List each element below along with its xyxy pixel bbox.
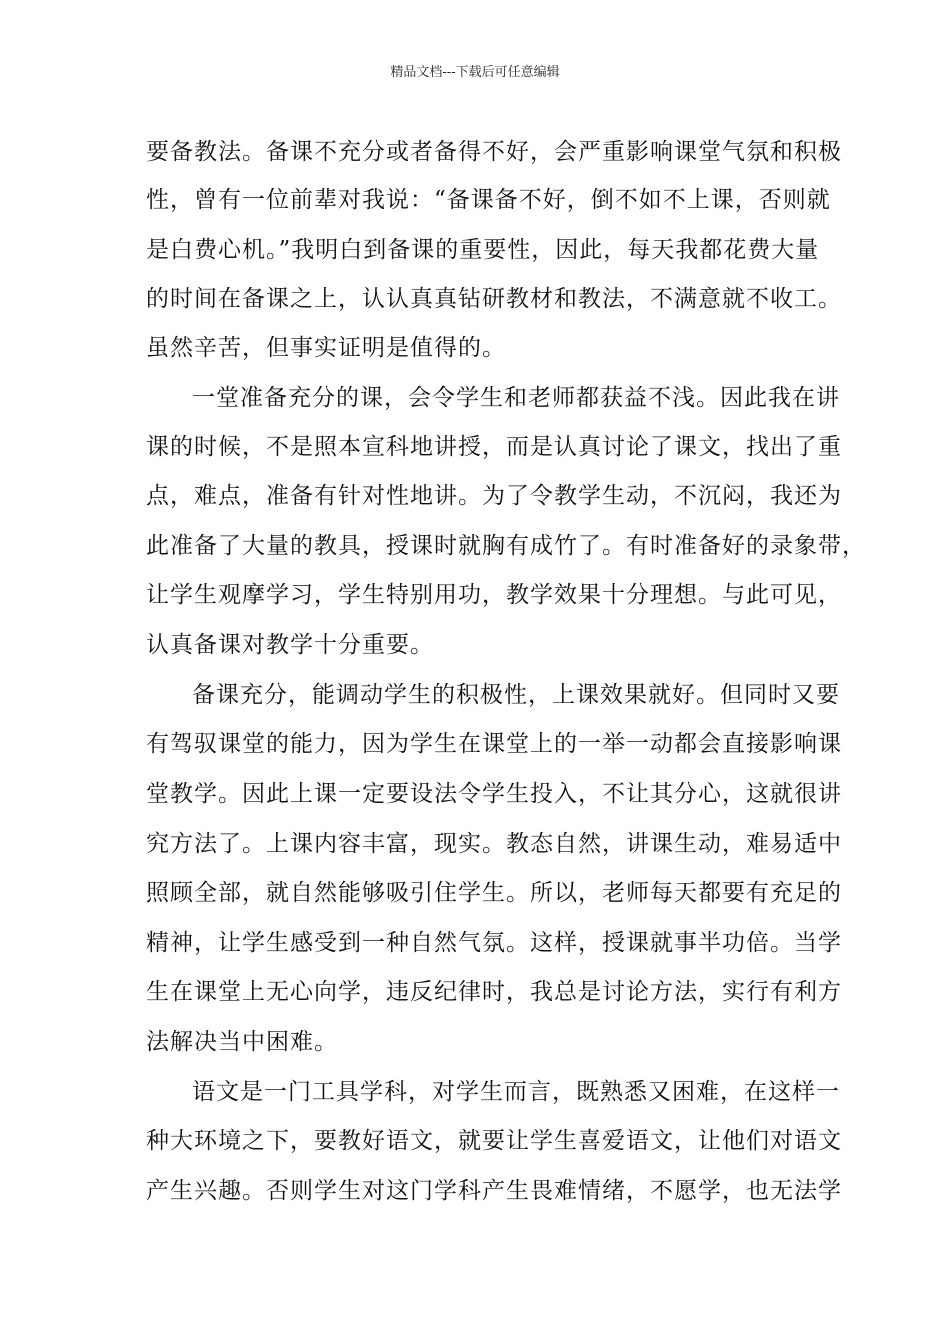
text-line: 要备教法。备课不充分或者备得不好，会严重影响课堂气氛和积极 [146, 139, 842, 165]
paragraph-first-line: 备课充分，能调动学生的积极性，上课效果就好。但同时又要 [192, 682, 840, 708]
text-line: 虽然辛苦，但事实证明是值得的。 [146, 335, 506, 361]
text-line: 精神，让学生感受到一种自然气氛。这样，授课就事半功倍。当学 [146, 930, 842, 956]
text-line: 堂教学。因此上课一定要设法令学生投入，不让其分心，这就很讲 [146, 781, 842, 807]
text-line: 种大环境之下，要教好语文，就要让学生喜爱语文，让他们对语文 [146, 1128, 842, 1154]
text-line: 性，曾有一位前辈对我说：“备课备不好，倒不如不上课，否则就 [146, 187, 831, 213]
text-line: 点，难点，准备有针对性地讲。为了令教学生动，不沉闷，我还为 [146, 483, 842, 509]
text-line: 生在课堂上无心向学，违反纪律时，我总是讨论方法，实行有利方 [146, 979, 842, 1005]
text-line: 课的时候，不是照本宣科地讲授，而是认真讨论了课文，找出了重 [146, 434, 842, 460]
text-line: 是白费心机。”我明白到备课的重要性，因此，每天我都花费大量 [146, 237, 820, 263]
text-line: 认真备课对教学十分重要。 [146, 632, 434, 658]
text-line: 法解决当中困难。 [146, 1029, 338, 1055]
text-line: 让学生观摩学习，学生特别用功，教学效果十分理想。与此可见， [146, 582, 842, 608]
text-line: 的时间在备课之上，认认真真钻研教材和教法，不满意就不收工。 [146, 286, 842, 312]
paragraph-first-line: 语文是一门工具学科，对学生而言，既熟悉又困难，在这样一 [192, 1079, 840, 1105]
text-line: 产生兴趣。否则学生对这门学科产生畏难情绪，不愿学，也无法学 [146, 1178, 842, 1204]
paragraph-first-line: 一堂准备充分的课，会令学生和老师都获益不浅。因此我在讲 [192, 385, 840, 411]
text-line: 照顾全部，就自然能够吸引住学生。所以，老师每天都要有充足的 [146, 880, 842, 906]
text-line: 究方法了。上课内容丰富，现实。教态自然，讲课生动，难易适中 [146, 831, 842, 857]
text-line: 此准备了大量的教具，授课时就胸有成竹了。有时准备好的录象带， [146, 533, 866, 559]
text-line: 有驾驭课堂的能力，因为学生在课堂上的一举一动都会直接影响课 [146, 731, 842, 757]
page-header: 精品文档---下载后可任意编辑 [390, 65, 560, 80]
